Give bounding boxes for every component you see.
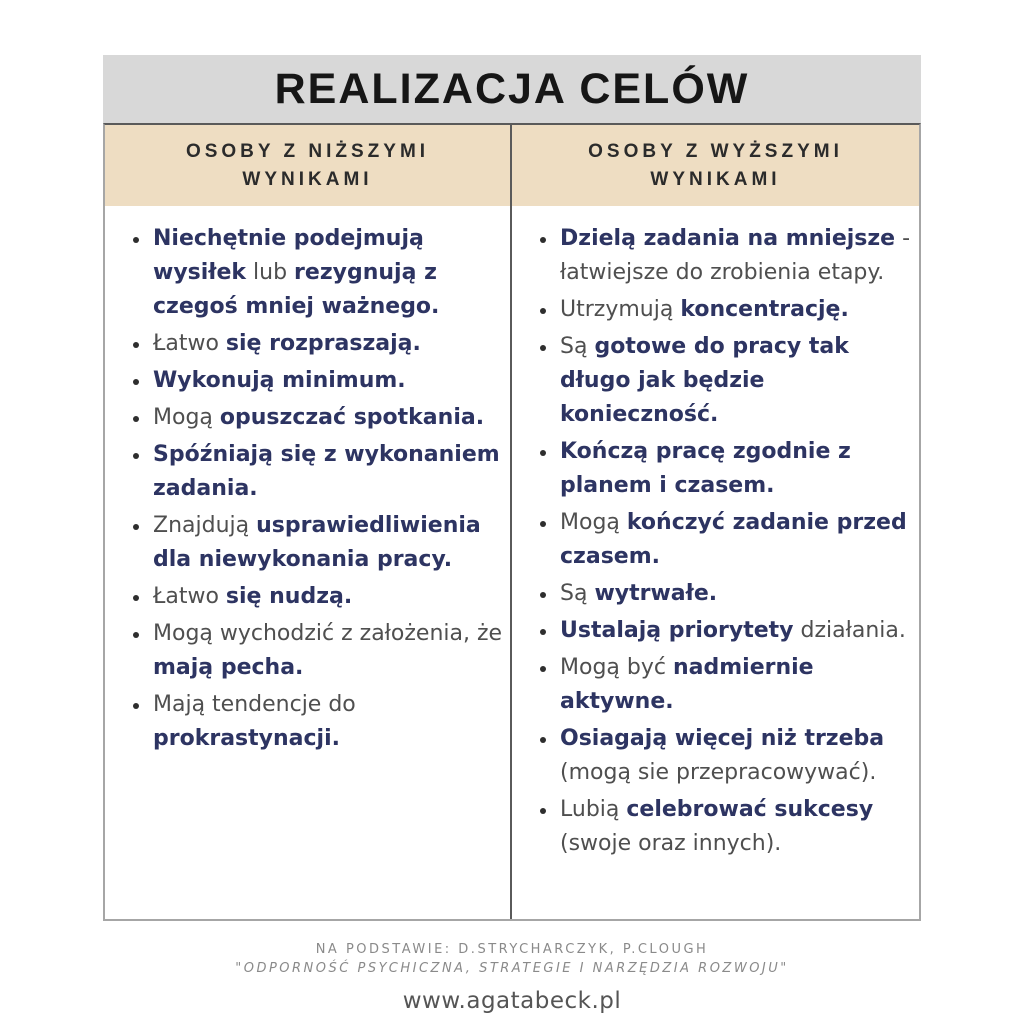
emphasis-text: Osiagają więcej niż trzeba [560, 726, 885, 751]
emphasis-text: się rozpraszają. [225, 331, 421, 356]
regular-text: (swoje oraz innych). [560, 831, 782, 856]
header-line: WYNIKAMI [650, 169, 781, 190]
list-item [151, 327, 504, 361]
emphasis-text: Dzielą zadania na mniejsze [560, 226, 896, 251]
regular-text: - łatwiejsze do zrobienia etapy. [560, 226, 911, 285]
list-item [151, 438, 504, 506]
regular-text: lub [246, 260, 295, 285]
regular-text: Mogą [153, 405, 220, 430]
list-item [558, 722, 913, 790]
list-item [151, 222, 504, 324]
regular-text: Są [560, 581, 595, 606]
emphasis-text: Ustalają priorytety [560, 618, 794, 643]
emphasis-text: koncentrację. [680, 297, 849, 322]
regular-text: Utrzymują [560, 297, 681, 322]
list-item [558, 651, 913, 719]
regular-text: działania. [793, 618, 906, 643]
emphasis-text: opuszczać spotkania. [219, 405, 485, 430]
emphasis-text: się nudzą. [225, 584, 353, 609]
column-header-higher-results [512, 125, 919, 206]
list-item [558, 577, 913, 611]
footer-website: www.agatabeck.pl [402, 988, 622, 1014]
table-body-row [105, 206, 919, 919]
regular-text: (mogą sie przepracowywać). [560, 760, 877, 785]
emphasis-text: celebrować sukcesy [626, 797, 874, 822]
column-lower-results [105, 206, 512, 919]
regular-text: Znajdują [153, 513, 257, 538]
list-item [151, 688, 504, 756]
emphasis-text: Spóźniają się z wykonaniem zadania. [153, 442, 500, 501]
emphasis-text: kończyć zadanie przed czasem. [560, 510, 907, 569]
list-item [558, 793, 913, 861]
emphasis-text: Niechętnie podejmują wysiłek [153, 226, 424, 285]
emphasis-text: usprawiedliwienia dla niewykonania pracy. [153, 513, 481, 572]
emphasis-text: prokrastynacji. [153, 726, 340, 751]
title-bar [103, 55, 921, 123]
emphasis-text: gotowe do pracy tak długo jak będzie konieczność. [560, 334, 849, 427]
list-item [558, 614, 913, 648]
emphasis-text: Wykonują minimum. [153, 368, 406, 393]
comparison-table [103, 123, 921, 921]
list-item [151, 617, 504, 685]
list-item [558, 506, 913, 574]
header-line: WYNIKAMI [242, 169, 373, 190]
list-item [558, 435, 913, 503]
regular-text: Lubią [560, 797, 627, 822]
page-title: REALIZACJA CELÓW [274, 64, 750, 113]
header-line: OSOBY Z NIŻSZYMI [185, 141, 430, 162]
emphasis-text: rezygnują z czegoś mniej ważnego. [153, 260, 440, 319]
list-item [151, 364, 504, 398]
emphasis-text: nadmiernie aktywne. [560, 655, 814, 714]
table-header-row [105, 125, 919, 206]
footer-source-book-title: "ODPORNOŚĆ PSYCHICZNA, STRATEGIE I NARZĘDZIA ROZWOJU" [235, 961, 789, 976]
regular-text: Mogą wychodzić z założenia, że [153, 621, 503, 646]
column-header-lower-results [105, 125, 512, 206]
regular-text: Mają tendencje do [153, 692, 356, 717]
regular-text: Łatwo [153, 331, 226, 356]
list-item [151, 401, 504, 435]
regular-text: Mogą być [560, 655, 673, 680]
regular-text: Łatwo [153, 584, 226, 609]
header-line: OSOBY Z WYŻSZYMI [588, 141, 843, 162]
list-item [558, 293, 913, 327]
column-higher-results [512, 206, 919, 919]
footer-source-authors: NA PODSTAWIE: D.STRYCHARCZYK, P.CLOUGH [315, 942, 709, 957]
emphasis-text: mają pecha. [153, 655, 304, 680]
list-item [558, 330, 913, 432]
lower-results-list [117, 222, 504, 756]
regular-text: Są [560, 334, 595, 359]
emphasis-text: Kończą pracę zgodnie z planem i czasem. [560, 439, 851, 498]
list-item [558, 222, 913, 290]
higher-results-list [524, 222, 913, 861]
emphasis-text: wytrwałe. [594, 581, 718, 606]
list-item [151, 580, 504, 614]
regular-text: Mogą [560, 510, 627, 535]
list-item [151, 509, 504, 577]
comparison-board [103, 55, 921, 921]
